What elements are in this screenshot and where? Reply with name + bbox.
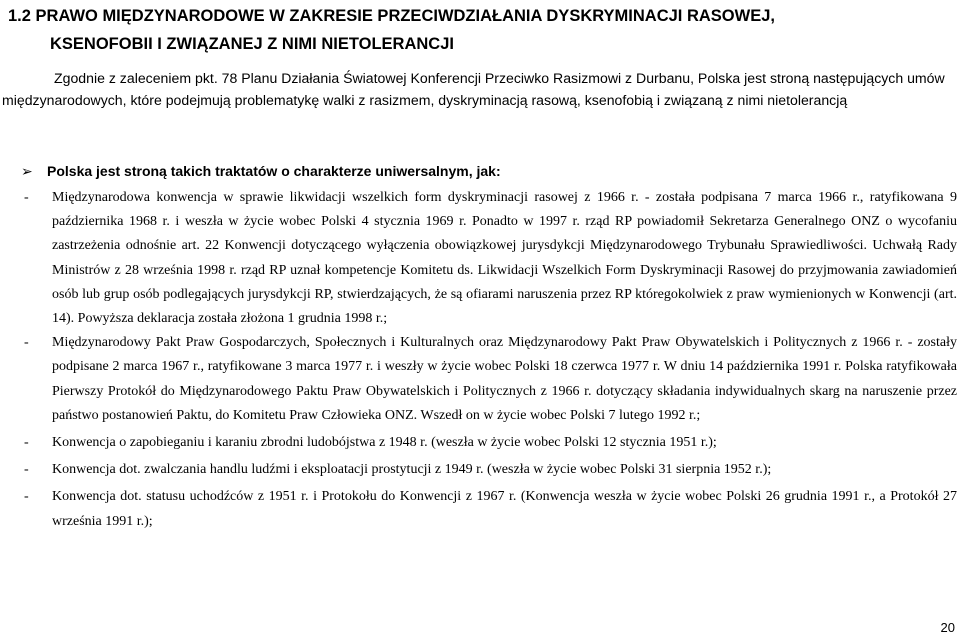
list-item <box>0 458 957 482</box>
dash-marker: - <box>24 190 29 205</box>
section-heading <box>8 2 956 58</box>
list-item-text: Międzynarodowa konwencja w sprawie likwidacji wszelkich form dyskryminacji rasowej z 1966 r. - została podpisana 7 marca 1966 r., ratyfikowana 9 października 1968 r. i weszła w życie wobec Polski 4 stycznia 1969 r. Ponadto w 1997 r. rząd RP powiadomił Sekretarza Generalnego ONZ o wycofaniu zastrzeżenia odnośnie art. 22 Konwencji dotyczącego wyłączenia obowiązkowej jurysdykcji Międzynarodowego Trybunału Sprawiedliwości. Uchwałą Rady Ministrów z 28 września 1998 r. rząd RP uznał kompetencje Komitetu ds. Likwidacji Wszelkich Form Dyskryminacji Rasowej do przyjmowania zawiadomień osób lub grup osób podlegających jurysdykcji RP, stwierdzających, że są ofiarami naruszenia przez RP któregokolwiek z praw wymienionych w Konwencji (art. 14). Powyższa deklaracja została złożona 1 grudnia 1998 r.; <box>52 190 957 327</box>
heading-line-1: 1.2 PRAWO MIĘDZYNARODOWE W ZAKRESIE PRZECIWDZIAŁANIA DYSKRYMINACJI RASOWEJ, <box>8 7 775 25</box>
list-item-text: Konwencja o zapobieganiu i karaniu zbrodni ludobójstwa z 1948 r. (weszła w życie wobec Polski 12 stycznia 1951 r.); <box>52 435 717 451</box>
dash-marker: - <box>24 462 29 478</box>
list-item <box>0 331 957 428</box>
arrow-bullet-icon: ➢ <box>21 163 33 179</box>
dash-marker: - <box>24 435 29 451</box>
heading-line-2: KSENOFOBII I ZWIĄZANEJ Z NIMI NIETOLERANCJI <box>50 35 454 53</box>
list-item <box>0 186 957 331</box>
dash-marker: - <box>24 489 29 505</box>
page-number: 20 <box>940 620 955 635</box>
treaty-list <box>0 186 957 534</box>
dash-marker: - <box>24 335 29 351</box>
list-item <box>0 431 957 455</box>
intro-paragraph: Zgodnie z zaleceniem pkt. 78 Planu Działania Światowej Konferencji Przeciwko Rasizmowi z Durbanu, Polska jest stroną następujących umów międzynarodowych, które podejmują problematykę walki z rasizmem, dyskryminacją rasową, ksenofobią i związaną z nimi nietolerancją <box>2 70 945 108</box>
list-item-text: Międzynarodowy Pakt Praw Gospodarczych, Społecznych i Kulturalnych oraz Międzynarodowy Pakt Praw Obywatelskich i Politycznych z 1966 r. - zostały podpisane 2 marca 1967 r., ratyfikowane 3 marca 1977 r. i weszły w życie wobec Polski 18 czerwca 1977 r. W dniu 14 października 1991 r. Polska ratyfikowała Pierwszy Protokół do Międzynarodowego Paktu Praw Obywatelskich i Politycznych z 1966 r. dotyczący składania indywidualnych skarg na naruszenie przez państwo postanowień Paktu, do Komitetu Praw Człowieka ONZ. Wszedł on w życie wobec Polski 7 lutego 1992 r.; <box>52 335 957 423</box>
list-item <box>0 485 957 533</box>
bullet-text: Polska jest stroną takich traktatów o charakterze uniwersalnym, jak: <box>47 163 501 179</box>
list-item-text: Konwencja dot. statusu uchodźców z 1951 r. i Protokołu do Konwencji z 1967 r. (Konwencja weszła w życie wobec Polski 26 grudnia 1991 r., a Protokół 27 września 1991 r.); <box>52 489 957 529</box>
bullet-heading <box>21 160 501 182</box>
list-item-text: Konwencja dot. zwalczania handlu ludźmi i eksploatacji prostytucji z 1949 r. (weszła w życie wobec Polski 31 sierpnia 1952 r.); <box>52 462 772 478</box>
